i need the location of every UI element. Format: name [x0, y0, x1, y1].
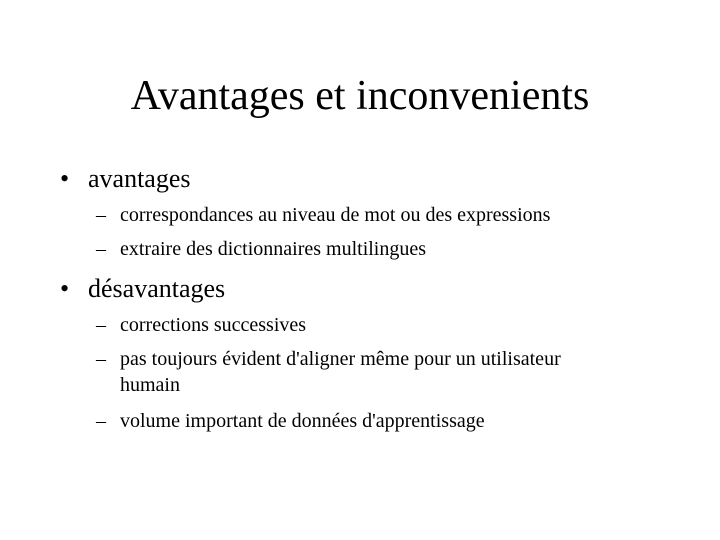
bullet-label: désavantages — [88, 274, 226, 303]
slide-title: Avantages et inconvenients — [130, 73, 590, 119]
dash-icon: – — [96, 314, 106, 336]
bullet-label: avantages — [88, 164, 191, 193]
dash-icon: – — [96, 348, 106, 370]
sub-item-text: pas toujours évident d'aligner même pour un utilisateur — [120, 348, 561, 370]
bullet-icon: • — [60, 274, 70, 303]
sub-item-text: extraire des dictionnaires multilingues — [120, 238, 427, 260]
sub-item-text: volume important de données d'apprentissage — [120, 410, 485, 432]
dash-icon: – — [96, 410, 106, 432]
dash-icon: – — [96, 238, 106, 260]
sub-item-text: humain — [120, 374, 180, 396]
sub-item-text: corrections successives — [120, 314, 307, 336]
dash-icon: – — [96, 204, 106, 226]
bullet-icon: • — [60, 164, 70, 193]
sub-item-text: correspondances au niveau de mot ou des expressions — [120, 204, 551, 226]
